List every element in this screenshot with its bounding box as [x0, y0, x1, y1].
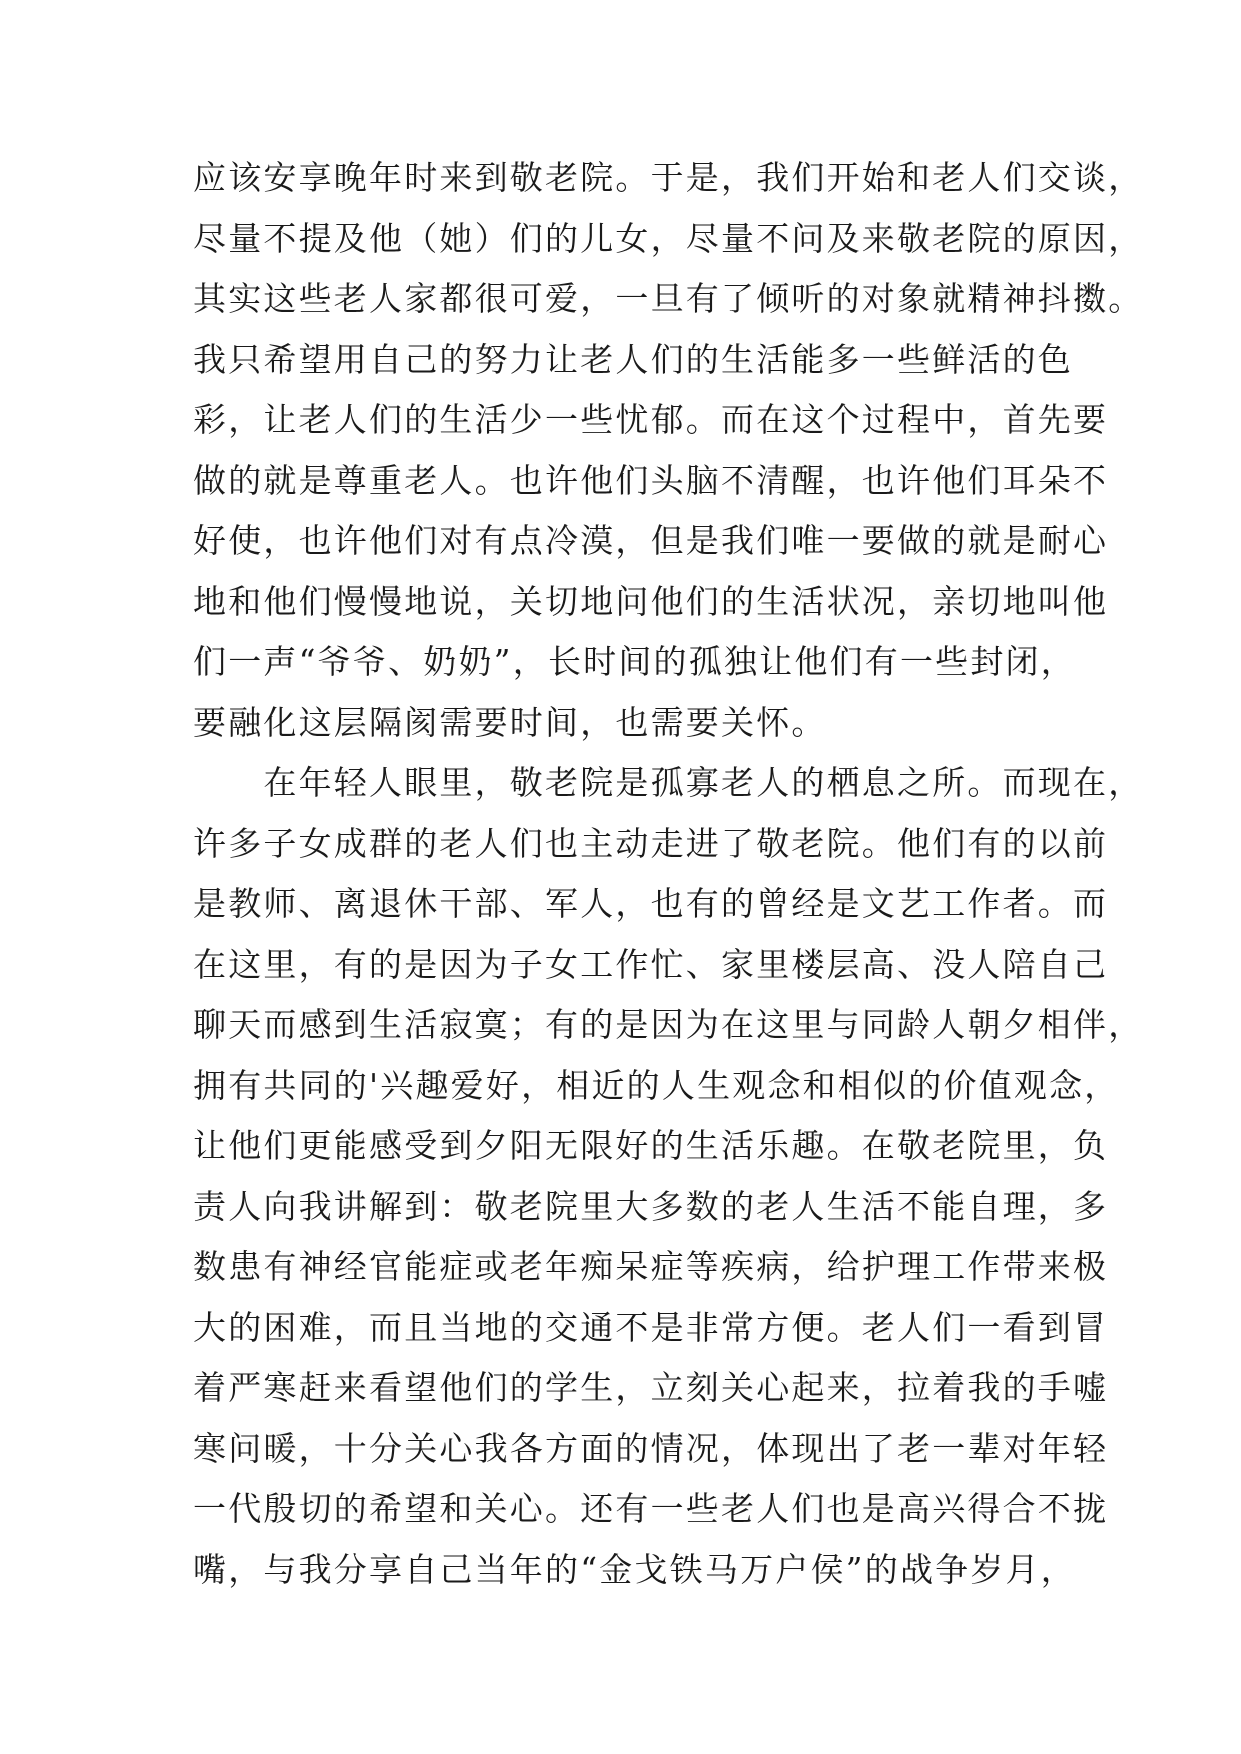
text-line: 要融化这层隔阂需要时间，也需要关怀。 [193, 702, 827, 742]
text-line: 寒问暖，十分关心我各方面的情况，体现出了老一辈对年轻 [193, 1428, 1109, 1468]
text-line: 好使，也许他们对有点冷漠，但是我们唯一要做的就是耐心 [193, 521, 1109, 560]
text-line: 们一声“爷爷、奶奶”，长时间的孤独让他们有一些封闭， [193, 642, 1076, 681]
text-line: 我只希望用自己的努力让老人们的生活能多一些鲜活的色 [193, 339, 1073, 379]
text-line: 大的困难，而且当地的交通不是非常方便。老人们一看到冒 [193, 1307, 1109, 1347]
text-line: 嘴，与我分享自己当年的“金戈铁马万户侯”的战争岁月， [193, 1549, 1076, 1589]
text-line: 着严寒赶来看望他们的学生，立刻关心起来，拉着我的手嘘 [193, 1368, 1109, 1407]
text-line: 是教师、离退休干部、军人，也有的曾经是文艺工作者。而 [193, 884, 1109, 923]
text-line: 让他们更能感受到夕阳无限好的生活乐趣。在敬老院里，负 [193, 1126, 1109, 1165]
text-line: 其实这些老人家都很可爱，一旦有了倾听的对象就精神抖擞。 [193, 279, 1144, 318]
text-line: 地和他们慢慢地说，关切地问他们的生活状况，亲切地叫他 [193, 581, 1109, 621]
text-line: 彩，让老人们的生活少一些忧郁。而在这个过程中，首先要 [193, 400, 1109, 439]
text-line: 在年轻人眼里，敬老院是孤寡老人的栖息之所。而现在， [193, 763, 1144, 802]
text-line: 应该安享晚年时来到敬老院。于是，我们开始和老人们交谈， [193, 158, 1144, 197]
text-line: 一代殷切的希望和关心。还有一些老人们也是高兴得合不拢 [193, 1489, 1109, 1528]
text-line: 做的就是尊重老人。也许他们头脑不清醒，也许他们耳朵不 [193, 460, 1109, 500]
text-line: 聊天而感到生活寂寞；有的是因为在这里与同龄人朝夕相伴， [193, 1005, 1144, 1044]
text-line: 责人向我讲解到：敬老院里大多数的老人生活不能自理，多 [193, 1186, 1109, 1226]
text-line: 数患有神经官能症或老年痴呆症等疾病，给护理工作带来极 [193, 1247, 1109, 1286]
text-line: 许多子女成群的老人们也主动走进了敬老院。他们有的以前 [193, 823, 1109, 863]
body-text [193, 148, 1144, 1600]
text-line: 在这里，有的是因为子女工作忙、家里楼层高、没人陪自己 [193, 944, 1109, 984]
text-line: 尽量不提及他（她）们的儿女，尽量不问及来敬老院的原因， [193, 218, 1144, 258]
text-line: 拥有共同的'兴趣爱好，相近的人生观念和相似的价值观念， [193, 1065, 1120, 1105]
